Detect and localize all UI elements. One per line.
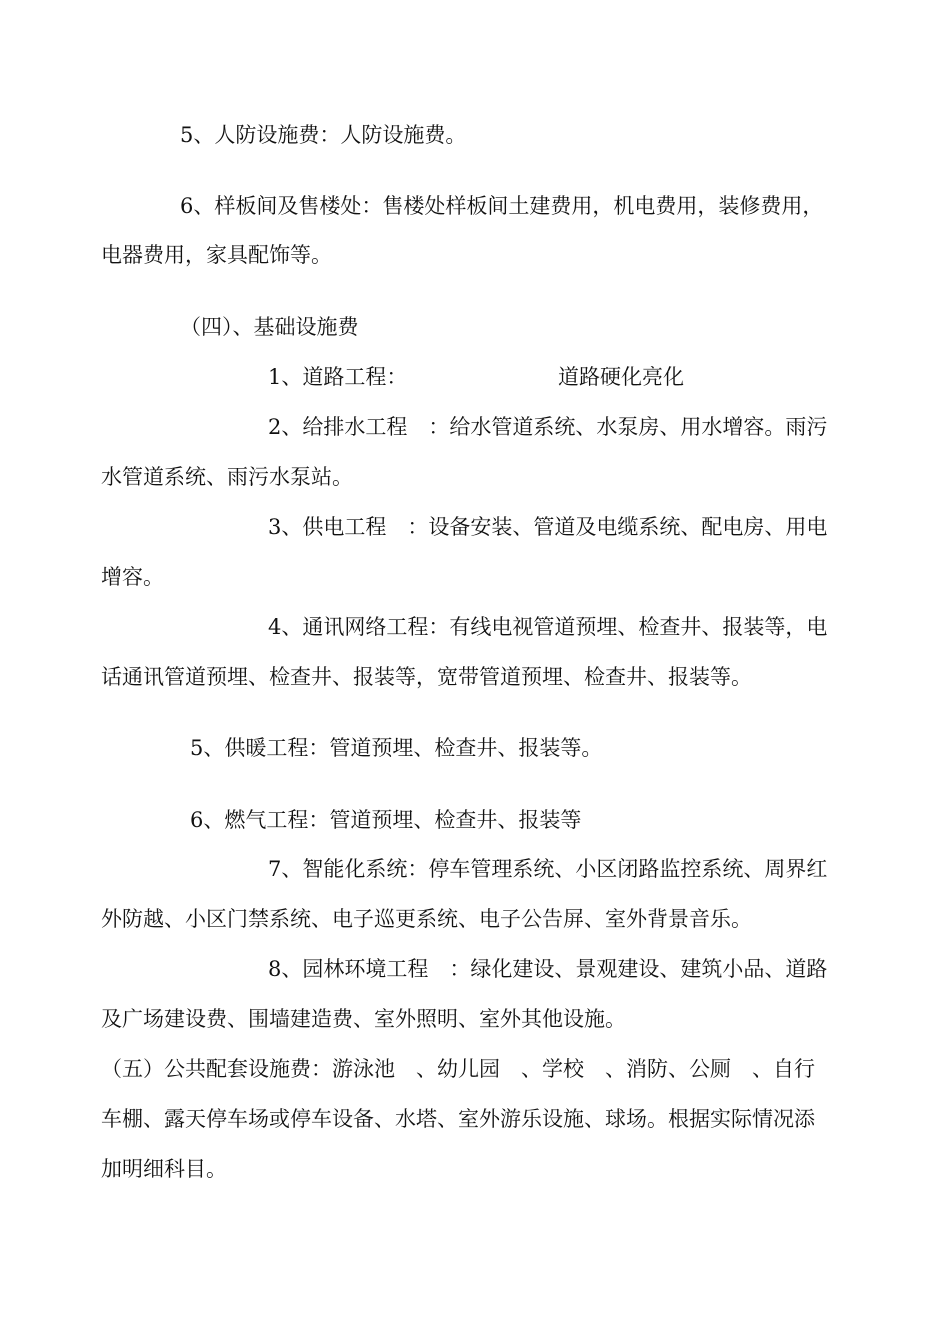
text-line: 6、样板间及售楼处：售楼处样板间土建费用，机电费用，装修费用， (180, 194, 824, 218)
text-line: 4、通讯网络工程：有线电视管道预埋、检查井、报装等，电 (268, 615, 828, 639)
text-line: 1、道路工程： (268, 365, 408, 389)
text-line: 3、供电工程 ：设备安装、管道及电缆系统、配电房、用电 (268, 515, 828, 539)
text-line: 外防越、小区门禁系统、电子巡更系统、电子公告屏、室外背景音乐。 (101, 907, 752, 931)
text-line: 7、智能化系统：停车管理系统、小区闭路监控系统、周界红 (268, 857, 828, 881)
text-line: 水管道系统、雨污水泵站。 (101, 465, 353, 489)
section-heading: （四）、基础设施费 (180, 315, 359, 339)
text-line: 6、燃气工程：管道预埋、检查井、报装等 (190, 808, 582, 832)
text-line: 8、园林环境工程 ：绿化建设、景观建设、建筑小品、道路 (268, 957, 828, 981)
text-line: 车棚、露天停车场或停车设备、水塔、室外游乐设施、球场。根据实际情况添 (101, 1107, 815, 1131)
text-line: 道路硬化亮化 (558, 365, 684, 389)
text-line: 2、给排水工程 ：给水管道系统、水泵房、用水增容。雨污 (268, 415, 828, 439)
text-line: 增容。 (101, 565, 164, 589)
text-line: 加明细科目。 (101, 1157, 227, 1181)
text-line: 5、供暖工程：管道预埋、检查井、报装等。 (190, 736, 603, 760)
text-line: 5、人防设施费：人防设施费。 (180, 123, 467, 147)
text-line: 及广场建设费、围墙建造费、室外照明、室外其他设施。 (101, 1007, 626, 1031)
text-line: 话通讯管道预埋、检查井、报装等，宽带管道预埋、检查井、报装等。 (101, 665, 752, 689)
text-line: 电器费用，家具配饰等。 (101, 243, 332, 267)
section-heading: （五）公共配套设施费：游泳池 、幼儿园 、学校 、消防、公厕 、自行 (101, 1057, 815, 1081)
